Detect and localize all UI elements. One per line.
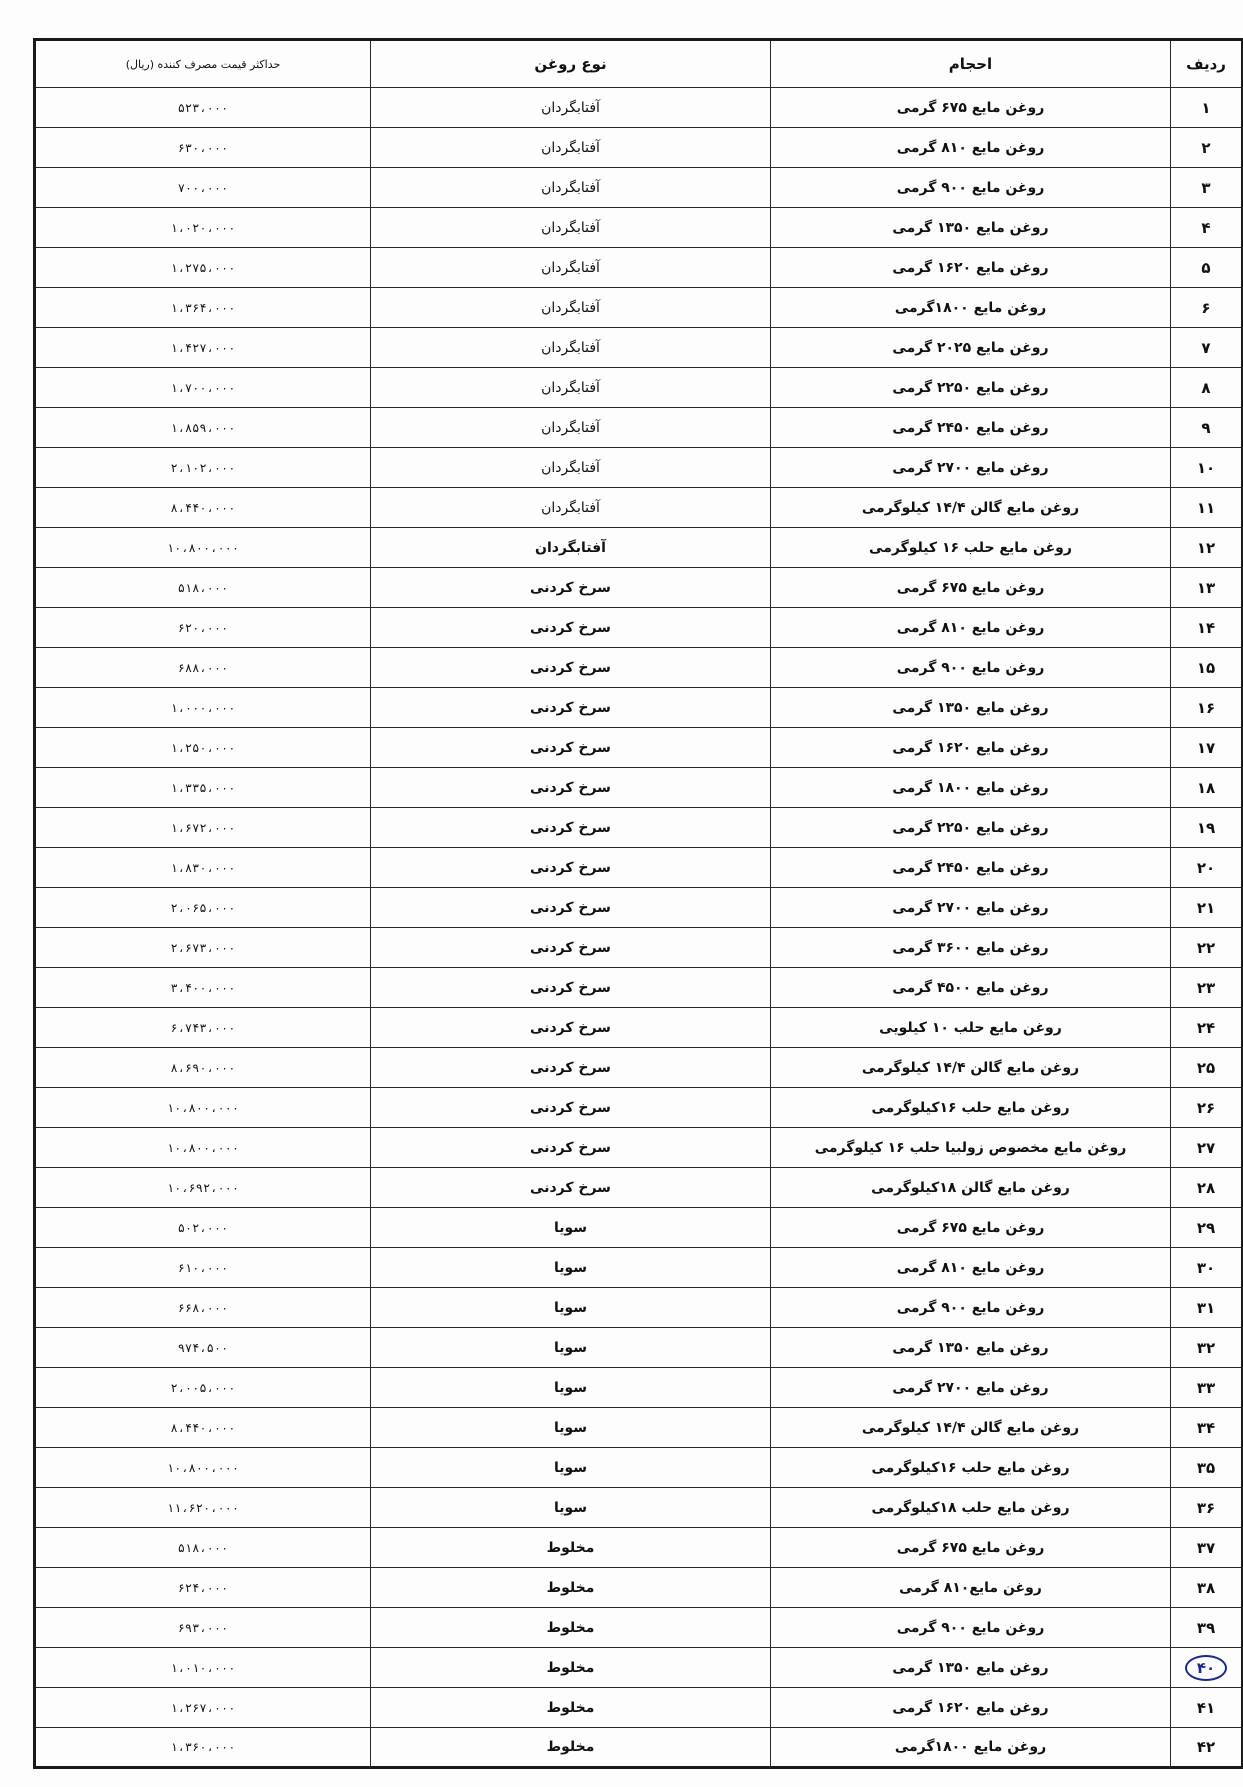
row-oil-type: آفتابگردان [371,328,771,368]
table-row [35,768,1243,808]
row-max-price: ۱،۰۱۰،۰۰۰ [35,1648,371,1688]
row-oil-type: سویا [371,1368,771,1408]
row-number: ۲۳ [1171,968,1243,1008]
row-oil-type: سرخ کردنی [371,1048,771,1088]
row-oil-type: سرخ کردنی [371,728,771,768]
row-max-price: ۱،۸۵۹،۰۰۰ [35,408,371,448]
row-oil-type: سرخ کردنی [371,808,771,848]
row-volume: روغن مایع ۲۴۵۰ گرمی [771,408,1171,448]
row-volume: روغن مایع ۹۰۰ گرمی [771,1288,1171,1328]
row-max-price: ۱،۰۰۰،۰۰۰ [35,688,371,728]
row-number: ۹ [1171,408,1243,448]
table-row [35,608,1243,648]
table-row [35,288,1243,328]
row-oil-type: آفتابگردان [371,128,771,168]
row-number: ۴۱ [1171,1688,1243,1728]
row-volume: روغن مایع ۲۷۰۰ گرمی [771,448,1171,488]
row-oil-type: سویا [371,1288,771,1328]
row-number: ۲۵ [1171,1048,1243,1088]
row-oil-type: سرخ کردنی [371,848,771,888]
row-number: ۳ [1171,168,1243,208]
row-volume: روغن مایع ۲۲۵۰ گرمی [771,368,1171,408]
row-volume: روغن مایع ۲۲۵۰ گرمی [771,808,1171,848]
row-max-price: ۶،۷۴۳،۰۰۰ [35,1008,371,1048]
row-max-price: ۵۲۳،۰۰۰ [35,88,371,128]
row-oil-type: سویا [371,1448,771,1488]
row-volume: روغن مایع ۲۷۰۰ گرمی [771,1368,1171,1408]
row-volume: روغن مایع ۶۷۵ گرمی [771,568,1171,608]
header-volume: احجام [771,40,1171,88]
row-number: ۳۶ [1171,1488,1243,1528]
row-oil-type: سرخ کردنی [371,608,771,648]
row-volume: روغن مایع ۹۰۰ گرمی [771,1608,1171,1648]
row-volume: روغن مایع۸۱۰ گرمی [771,1568,1171,1608]
row-max-price: ۹۷۴،۵۰۰ [35,1328,371,1368]
row-number: ۲۴ [1171,1008,1243,1048]
table-row [35,1368,1243,1408]
circled-row-number: ۴۰ [1185,1655,1227,1681]
row-volume: روغن مایع ۱۳۵۰ گرمی [771,1648,1171,1688]
table-row [35,648,1243,688]
table-header-row [35,40,1243,88]
row-volume: روغن مایع ۴۵۰۰ گرمی [771,968,1171,1008]
row-number: ۲۷ [1171,1128,1243,1168]
row-number: ۳۴ [1171,1408,1243,1448]
row-volume: روغن مایع حلب ۱۶کیلوگرمی [771,1088,1171,1128]
row-number: ۵ [1171,248,1243,288]
header-oil-type: نوع روغن [371,40,771,88]
row-max-price: ۱،۰۲۰،۰۰۰ [35,208,371,248]
row-oil-type: مخلوط [371,1728,771,1768]
row-volume: روغن مایع ۲۰۲۵ گرمی [771,328,1171,368]
row-max-price: ۱۰،۸۰۰،۰۰۰ [35,1088,371,1128]
row-oil-type: مخلوط [371,1568,771,1608]
table-row [35,968,1243,1008]
row-max-price: ۶۱۰،۰۰۰ [35,1248,371,1288]
row-number: ۱۹ [1171,808,1243,848]
row-volume: روغن مایع ۱۶۲۰ گرمی [771,728,1171,768]
row-oil-type: سرخ کردنی [371,928,771,968]
row-max-price: ۵۰۲،۰۰۰ [35,1208,371,1248]
table-row [35,208,1243,248]
table-row [35,1048,1243,1088]
row-oil-type: مخلوط [371,1688,771,1728]
table-row [35,1488,1243,1528]
row-oil-type: سرخ کردنی [371,648,771,688]
row-max-price: ۱۰،۸۰۰،۰۰۰ [35,528,371,568]
row-oil-type: سرخ کردنی [371,568,771,608]
row-volume: روغن مایع ۶۷۵ گرمی [771,88,1171,128]
row-max-price: ۶۲۰،۰۰۰ [35,608,371,648]
row-number: ۱۵ [1171,648,1243,688]
row-oil-type: آفتابگردان [371,168,771,208]
table-row [35,728,1243,768]
row-volume: روغن مایع ۱۳۵۰ گرمی [771,208,1171,248]
row-max-price: ۱،۲۷۵،۰۰۰ [35,248,371,288]
table-row [35,1408,1243,1448]
row-number: ۶ [1171,288,1243,328]
row-oil-type: سویا [371,1408,771,1448]
row-volume: روغن مایع ۲۷۰۰ گرمی [771,888,1171,928]
row-volume: روغن مایع حلب ۱۶ کیلوگرمی [771,528,1171,568]
row-max-price: ۱۱،۶۲۰،۰۰۰ [35,1488,371,1528]
row-oil-type: مخلوط [371,1528,771,1568]
row-volume: روغن مایع ۶۷۵ گرمی [771,1528,1171,1568]
row-max-price: ۲،۶۷۳،۰۰۰ [35,928,371,968]
row-oil-type: آفتابگردان [371,528,771,568]
row-number: ۱۴ [1171,608,1243,648]
row-oil-type: سویا [371,1488,771,1528]
row-max-price: ۱۰،۸۰۰،۰۰۰ [35,1448,371,1488]
row-volume: روغن مایع ۸۱۰ گرمی [771,128,1171,168]
row-number: ۳۹ [1171,1608,1243,1648]
table-row [35,1448,1243,1488]
row-max-price: ۸،۶۹۰،۰۰۰ [35,1048,371,1088]
row-max-price: ۶۳۰،۰۰۰ [35,128,371,168]
row-number: ۷ [1171,328,1243,368]
row-max-price: ۲،۰۰۵،۰۰۰ [35,1368,371,1408]
row-volume: روغن مایع ۶۷۵ گرمی [771,1208,1171,1248]
row-number: ۳۷ [1171,1528,1243,1568]
table-row [35,88,1243,128]
row-volume: روغن مایع ۱۸۰۰گرمی [771,1728,1171,1768]
row-oil-type: آفتابگردان [371,208,771,248]
row-number: ۱۱ [1171,488,1243,528]
row-max-price: ۲،۱۰۲،۰۰۰ [35,448,371,488]
row-volume: روغن مایع ۳۶۰۰ گرمی [771,928,1171,968]
row-volume: روغن مایع ۹۰۰ گرمی [771,168,1171,208]
row-number: ۲۹ [1171,1208,1243,1248]
row-volume: روغن مایع ۱۸۰۰ گرمی [771,768,1171,808]
table-row [35,368,1243,408]
row-oil-type: آفتابگردان [371,288,771,328]
row-max-price: ۲،۰۶۵،۰۰۰ [35,888,371,928]
table-row [35,248,1243,288]
row-volume: روغن مایع گالن ۱۴/۴ کیلوگرمی [771,1048,1171,1088]
row-volume: روغن مایع ۱۳۵۰ گرمی [771,688,1171,728]
table-row [35,408,1243,448]
table-body [35,88,1243,1768]
row-number: ۱۸ [1171,768,1243,808]
row-volume: روغن مایع ۹۰۰ گرمی [771,648,1171,688]
row-number: ۱ [1171,88,1243,128]
row-max-price: ۱،۳۶۰،۰۰۰ [35,1728,371,1768]
row-number: ۱۷ [1171,728,1243,768]
table-row [35,528,1243,568]
table-row [35,568,1243,608]
row-oil-type: آفتابگردان [371,248,771,288]
row-max-price: ۸،۴۴۰،۰۰۰ [35,1408,371,1448]
row-number: ۲۶ [1171,1088,1243,1128]
row-oil-type: آفتابگردان [371,448,771,488]
row-number: ۲۱ [1171,888,1243,928]
row-number: ۲ [1171,128,1243,168]
row-max-price: ۱،۳۶۴،۰۰۰ [35,288,371,328]
table-row [35,848,1243,888]
row-max-price: ۱،۶۷۲،۰۰۰ [35,808,371,848]
row-volume: روغن مایع حلب ۱۶کیلوگرمی [771,1448,1171,1488]
row-max-price: ۱،۴۲۷،۰۰۰ [35,328,371,368]
row-max-price: ۸،۴۴۰،۰۰۰ [35,488,371,528]
header-max-price: حداکثر قیمت مصرف کننده (ریال) [35,40,371,88]
row-oil-type: سرخ کردنی [371,1088,771,1128]
table-row [35,1608,1243,1648]
table-row [35,1528,1243,1568]
table-row [35,1008,1243,1048]
row-number: ۲۲ [1171,928,1243,968]
table-row [35,448,1243,488]
row-number: ۱۲ [1171,528,1243,568]
row-max-price: ۷۰۰،۰۰۰ [35,168,371,208]
row-oil-type: سویا [371,1328,771,1368]
row-oil-type: سویا [371,1248,771,1288]
row-oil-type: سویا [371,1208,771,1248]
row-oil-type: سرخ کردنی [371,1008,771,1048]
table-row [35,1248,1243,1288]
table-row [35,928,1243,968]
table-row [35,688,1243,728]
table-row [35,1328,1243,1368]
table-row [35,808,1243,848]
row-volume: روغن مایع حلب ۱۸کیلوگرمی [771,1488,1171,1528]
row-number: ۳۲ [1171,1328,1243,1368]
row-max-price: ۱،۲۶۷،۰۰۰ [35,1688,371,1728]
row-max-price: ۱۰،۶۹۲،۰۰۰ [35,1168,371,1208]
row-volume: روغن مایع حلب ۱۰ کیلویی [771,1008,1171,1048]
row-number: ۱۳ [1171,568,1243,608]
row-volume: روغن مایع ۸۱۰ گرمی [771,1248,1171,1288]
row-oil-type: آفتابگردان [371,368,771,408]
table-row [35,488,1243,528]
row-oil-type: مخلوط [371,1648,771,1688]
row-number: ۱۶ [1171,688,1243,728]
row-volume: روغن مایع گالن ۱۴/۴ کیلوگرمی [771,1408,1171,1448]
row-oil-type: آفتابگردان [371,88,771,128]
table-row [35,128,1243,168]
row-max-price: ۶۶۸،۰۰۰ [35,1288,371,1328]
table-row [35,1288,1243,1328]
row-oil-type: سرخ کردنی [371,888,771,928]
row-number: ۱۰ [1171,448,1243,488]
table-row [35,888,1243,928]
table-row [35,168,1243,208]
oil-price-table [33,38,1243,1769]
table-row [35,1128,1243,1168]
row-number: ۴ [1171,208,1243,248]
row-number: ۸ [1171,368,1243,408]
row-volume: روغن مایع مخصوص زولبیا حلب ۱۶ کیلوگرمی [771,1128,1171,1168]
table-row [35,1208,1243,1248]
table-row [35,1648,1243,1688]
row-max-price: ۱۰،۸۰۰،۰۰۰ [35,1128,371,1168]
row-max-price: ۶۸۸،۰۰۰ [35,648,371,688]
row-max-price: ۱،۸۳۰،۰۰۰ [35,848,371,888]
row-oil-type: آفتابگردان [371,488,771,528]
row-number [1171,1648,1243,1688]
row-volume: روغن مایع ۸۱۰ گرمی [771,608,1171,648]
row-number: ۳۱ [1171,1288,1243,1328]
row-max-price: ۶۲۴،۰۰۰ [35,1568,371,1608]
row-number: ۲۰ [1171,848,1243,888]
row-oil-type: سرخ کردنی [371,1168,771,1208]
table-row [35,1688,1243,1728]
row-volume: روغن مایع ۱۳۵۰ گرمی [771,1328,1171,1368]
table-row [35,1168,1243,1208]
row-number: ۴۲ [1171,1728,1243,1768]
row-volume: روغن مایع ۱۸۰۰گرمی [771,288,1171,328]
table-row [35,1088,1243,1128]
row-volume: روغن مایع گالن ۱۴/۴ کیلوگرمی [771,488,1171,528]
row-oil-type: مخلوط [371,1608,771,1648]
row-number: ۳۸ [1171,1568,1243,1608]
row-oil-type: آفتابگردان [371,408,771,448]
table-row [35,328,1243,368]
row-volume: روغن مایع ۱۶۲۰ گرمی [771,248,1171,288]
row-oil-type: سرخ کردنی [371,688,771,728]
row-oil-type: سرخ کردنی [371,968,771,1008]
row-number: ۲۸ [1171,1168,1243,1208]
row-volume: روغن مایع ۲۴۵۰ گرمی [771,848,1171,888]
row-number: ۳۰ [1171,1248,1243,1288]
row-number: ۳۵ [1171,1448,1243,1488]
row-oil-type: سرخ کردنی [371,768,771,808]
row-max-price: ۶۹۳،۰۰۰ [35,1608,371,1648]
table-row [35,1728,1243,1768]
row-number: ۳۳ [1171,1368,1243,1408]
table-row [35,1568,1243,1608]
row-volume: روغن مایع گالن ۱۸کیلوگرمی [771,1168,1171,1208]
row-max-price: ۱،۳۳۵،۰۰۰ [35,768,371,808]
row-volume: روغن مایع ۱۶۲۰ گرمی [771,1688,1171,1728]
row-max-price: ۳،۴۰۰،۰۰۰ [35,968,371,1008]
row-oil-type: سرخ کردنی [371,1128,771,1168]
row-max-price: ۵۱۸،۰۰۰ [35,1528,371,1568]
row-max-price: ۵۱۸،۰۰۰ [35,568,371,608]
row-max-price: ۱،۲۵۰،۰۰۰ [35,728,371,768]
row-max-price: ۱،۷۰۰،۰۰۰ [35,368,371,408]
header-radif: ردیف [1171,40,1243,88]
